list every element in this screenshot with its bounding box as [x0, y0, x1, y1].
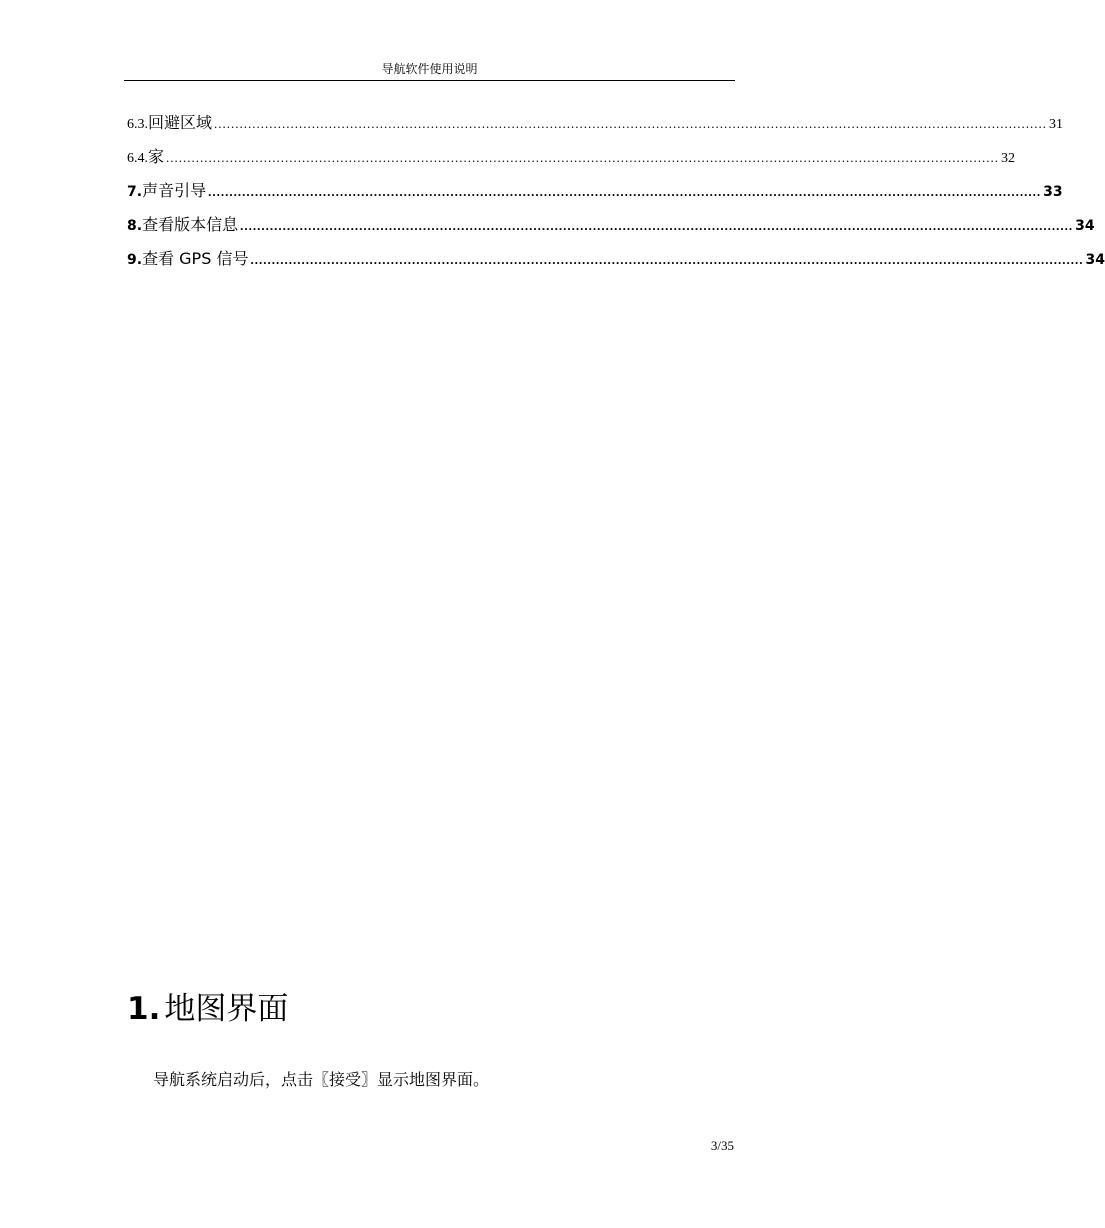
- toc-number: 7.: [127, 184, 143, 200]
- toc-number: 8.: [127, 218, 143, 234]
- toc-number: 9.: [127, 252, 143, 268]
- toc-entry-9[interactable]: [127, 248, 1105, 282]
- toc-leader-dots: ....................................................................................................................................................................................................: [208, 184, 1042, 199]
- page-number: 3/35: [710, 1138, 734, 1153]
- toc-page-number: 32: [1001, 151, 1016, 166]
- toc-number: 6.3.: [127, 117, 148, 132]
- section-paragraph: 导航系统启动后，点击〖接受〗显示地图界面。: [153, 1070, 490, 1089]
- toc-entry-8[interactable]: [127, 214, 1095, 248]
- toc-title: 查看版本信息: [142, 215, 239, 234]
- toc-title: 家: [148, 147, 165, 166]
- toc-entry-6-4[interactable]: [127, 146, 1016, 180]
- header-title: 导航软件使用说明: [381, 62, 478, 76]
- toc-leader-dots: ....................................................................................................................................................................................................: [214, 116, 1048, 131]
- section-number: 1.: [127, 991, 161, 1027]
- page-header: [124, 58, 735, 81]
- toc-title: 查看 GPS 信号: [142, 249, 249, 268]
- section-heading: [127, 987, 288, 1031]
- toc-page-number: 34: [1075, 218, 1095, 234]
- toc-page-number: 33: [1043, 184, 1063, 200]
- toc-entry-7[interactable]: [127, 180, 1063, 214]
- toc-leader-dots: ....................................................................................................................................................................................................: [240, 218, 1074, 233]
- toc-leader-dots: ....................................................................................................................................................................................................: [250, 252, 1084, 267]
- toc-title: 声音引导: [142, 181, 207, 200]
- table-of-contents: [127, 112, 1105, 282]
- toc-number: 6.4.: [127, 151, 148, 166]
- toc-entry-6-3[interactable]: [127, 112, 1064, 146]
- toc-leader-dots: ....................................................................................................................................................................................................: [166, 150, 1000, 165]
- toc-page-number: 34: [1085, 252, 1105, 268]
- toc-page-number: 31: [1049, 117, 1064, 132]
- toc-title: 回避区域: [148, 113, 213, 132]
- section-title: 地图界面: [164, 991, 289, 1027]
